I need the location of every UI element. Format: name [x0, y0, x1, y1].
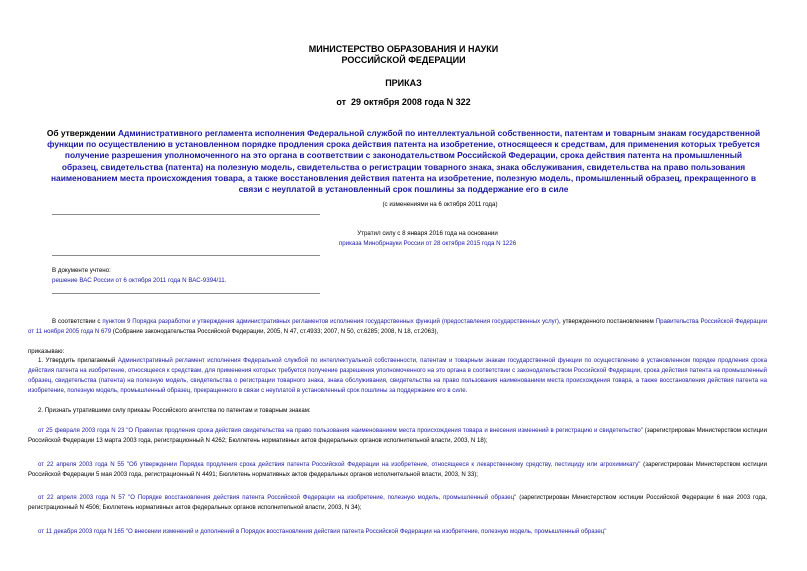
divider: [52, 214, 320, 215]
ministry-line-2: РОССИЙСКОЙ ФЕДЕРАЦИИ: [341, 55, 466, 65]
list-item: от 22 апреля 2003 года N 55 "Об утверждении Порядка продления срока действия патента Российской Федерации на изобретение, относящееся к лекарственному средству, пестициду или агрохимикату" (зарегистрирован Министерством юстиции Российской Федерации 5 мая 2003 года, регистрационный N 4491; Бюллетень нормативных актов федеральных органов исполнительной власти, 2003, N 33);: [28, 461, 767, 478]
doc-date: от 29 октября 2008 года N 322: [336, 97, 471, 107]
order-23-link[interactable]: от 25 февраля 2003 года N 23 "О Правилах продления срока действия свидетельства на право пользования наименованием места происхождения товара и внесения изменений в регистрацию и свидетельство": [38, 427, 643, 434]
list-item: [28, 527, 767, 537]
preamble: В соответствии с пунктом 9 Порядка разработки и утверждения административных регламентов исполнения государственных функций (предоставления государственных услуг), утвержденного постановлением Правительства Российской Федерации от 11 ноября 2005 года N 679 (Собрание законодательства Российской Федерации, 2005, N 47, ст.4933; 2007, N 50, ст.6285; 2008, N 18, ст.2063),: [28, 318, 767, 335]
procedure-link[interactable]: пунктом 9 Порядка разработки и утверждения административных регламентов исполнения государственных функций (предоставления государственных услуг): [102, 318, 559, 325]
changes-note: (с изменениями на 6 октября 2011 года): [382, 201, 498, 208]
list-item: от 22 апреля 2003 года N 57 "О Порядке восстановления действия патента Российской Федерации на изобретение, полезную модель, промышленный образец" (зарегистрирован Министерством юстиции Российской Федерации 6 мая 2003 года, регистрационный N 4506; Бюллетень нормативных актов федеральных органов исполнительной власти, 2003, N 34);: [28, 494, 767, 511]
title-prefix: Об утверждении: [46, 128, 118, 138]
vas-decision-link[interactable]: решение ВАС России от 6 октября 2011 года N ВАС-9394/11.: [52, 277, 227, 284]
lost-force-order-link[interactable]: приказа Минобрнауки России от 28 октября 2015 года N 1226: [338, 240, 517, 247]
order-57-link[interactable]: от 22 апреля 2003 года N 57 "О Порядке восстановления действия патента Российской Федерации на изобретение, полезную модель, промышленный образец": [38, 494, 517, 501]
doc-type: ПРИКАЗ: [385, 78, 422, 88]
regulation-link[interactable]: Административный регламент исполнения Федеральной службой по интеллектуальной собственности, патентам и товарным знакам государственной функции по осуществлению в установленном порядке продления срока действия патента на изобретение, относящееся к средствам, для применения которых требуется получение разрешения уполномоченного на это органа в соответствии с законодательством Российской Федерации, срока действия патента на промышленный образец, свидетельства (патента) на полезную модель, свидетельства о регистрации товарного знака, знака обслуживания, свидетельства на право пользования наименованием места происхождения товара, а также восстановления действия патента на изобретение, полезную модель, промышленный образец, прекращенного в связи с неуплатой в установленный срок пошлины за поддержание его в силе: [28, 357, 768, 394]
divider: [52, 255, 320, 256]
lost-force-text: Утратил силу с 8 января 2016 года на основании: [357, 230, 498, 237]
item-1: 1. Утвердить прилагаемый Административный регламент исполнения Федеральной службой по интеллектуальной собственности, патентам и товарным знакам государственной функции по осуществлению в установленном порядке продления срока действия патента на изобретение, относящееся к средствам, для применения которых требуется получение разрешения уполномоченного на это органа в соответствии с законодательством Российской Федерации, срока действия патента на промышленный образец, свидетельства (патента) на полезную модель, свидетельства о регистрации товарного знака, знака обслуживания, свидетельства на право пользования наименованием места происхождения товара, а также восстановления действия патента на изобретение, полезную модель, промышленный образец, прекращенного в связи с неуплатой в установленный срок пошлины за поддержание его в силе.: [28, 357, 768, 394]
order-165-link[interactable]: от 11 декабря 2003 года N 165 "О внесении изменений и дополнений в Порядок восстановления действия патента Российской Федерации на изобретение, полезную модель, промышленный образец": [38, 528, 607, 535]
taken-into-account-label: В документе учтено:: [52, 267, 111, 274]
divider: [52, 293, 320, 294]
document-title: [46, 128, 761, 195]
item-2: 2. Признать утратившими силу приказы Российского агентства по патентам и товарным знакам:: [38, 407, 311, 414]
government-resolution-link[interactable]: Правительства Российской Федерации от 11 ноября 2005 года N 679: [28, 318, 767, 335]
order-word: приказываю:: [28, 348, 65, 355]
order-55-link[interactable]: от 22 апреля 2003 года N 55 "Об утверждении Порядка продления срока действия патента Российской Федерации на изобретение, относящееся к лекарственному средству, пестициду или агрохимикату": [38, 461, 641, 468]
list-item: от 25 февраля 2003 года N 23 "О Правилах продления срока действия свидетельства на право пользования наименованием места происхождения товара и внесения изменений в регистрацию и свидетельство" (зарегистрирован Министерством юстиции Российской Федерации 13 марта 2003 года, регистрационный N 4262; Бюллетень нормативных актов федеральных органов исполнительной власти, 2003, N 18);: [28, 427, 767, 444]
title-regulation-link[interactable]: Административного регламента исполнения Федеральной службой по интеллектуальной собственности, патентам и товарным знакам государственной функции по осуществлению в установленном порядке продления срока действия патента на изобретение, относящееся к средствам, для применения которых требуется получение разрешения уполномоченного на это органа в соответствии с законодательством Российской Федерации, срока действия патента на промышленный образец, свидетельства (патента) на полезную модель, свидетельства о регистрации товарного знака, знака обслуживания, свидетельства на право пользования наименованием места происхождения товара, а также восстановления действия патента на изобретение, полезную модель, промышленный образец, прекращенного в связи с неуплатой в установленный срок пошлины за поддержание его в силе: [47, 128, 761, 195]
ministry-line-1: МИНИСТЕРСТВО ОБРАЗОВАНИЯ И НАУКИ: [308, 44, 499, 54]
